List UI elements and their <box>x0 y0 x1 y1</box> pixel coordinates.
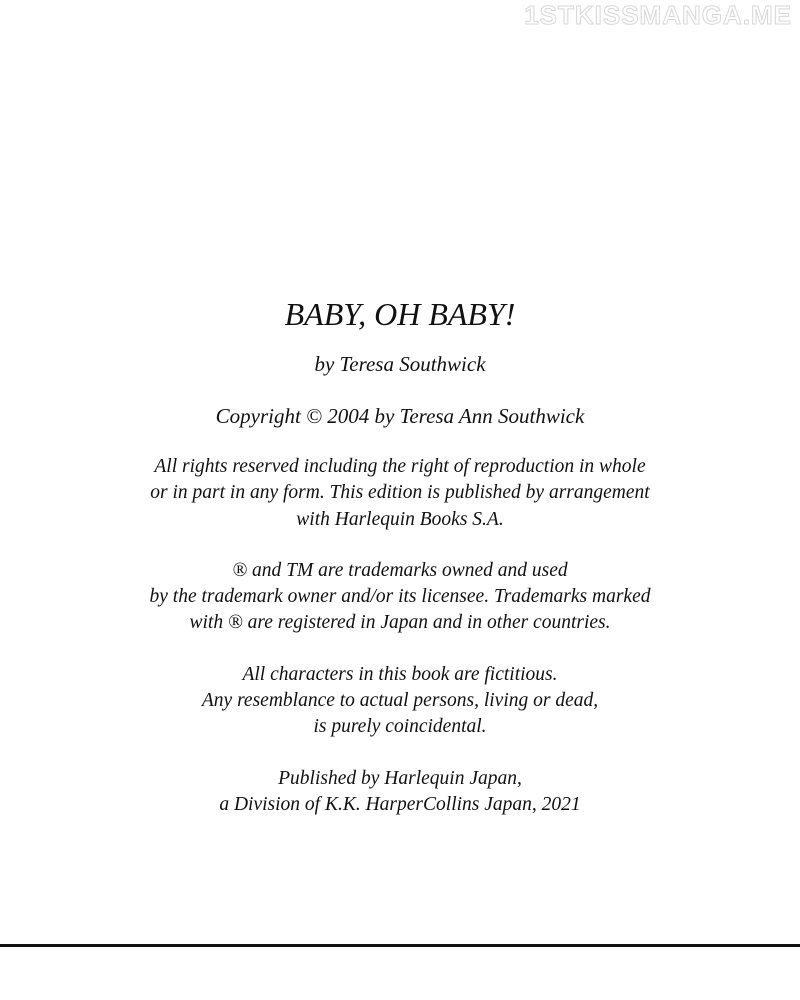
publisher-line: Published by Harlequin Japan, <box>278 767 522 789</box>
trademark-line: ® and TM are trademarks owned and used <box>232 559 568 581</box>
fiction-line: Any resemblance to actual persons, living or dead, <box>201 690 599 712</box>
rights-notice <box>0 454 800 533</box>
book-title: BABY, OH BABY! <box>284 296 516 332</box>
fiction-notice <box>0 662 800 741</box>
fiction-line: All characters in this book are fictitious. <box>242 663 558 685</box>
publisher-line: a Division of K.K. HarperCollins Japan, 2021 <box>219 793 581 815</box>
copyright-content <box>0 292 800 818</box>
trademark-line: by the trademark owner and/or its licensee. Trademarks marked <box>149 586 651 608</box>
trademark-notice <box>0 558 800 637</box>
rights-line: or in part in any form. This edition is published by arrangement <box>150 482 650 504</box>
bottom-rule <box>0 944 800 947</box>
rights-line: with Harlequin Books S.A. <box>296 508 504 530</box>
copyright-line: Copyright © 2004 by Teresa Ann Southwick <box>215 404 585 428</box>
fiction-line: is purely coincidental. <box>313 716 487 738</box>
trademark-line: with ® are registered in Japan and in other countries. <box>189 612 611 634</box>
site-watermark: 1STKISSMANGA.ME <box>524 0 792 30</box>
author-line: by Teresa Southwick <box>314 352 486 376</box>
publisher-notice <box>0 766 800 819</box>
rights-line: All rights reserved including the right of reproduction in whole <box>154 456 646 477</box>
